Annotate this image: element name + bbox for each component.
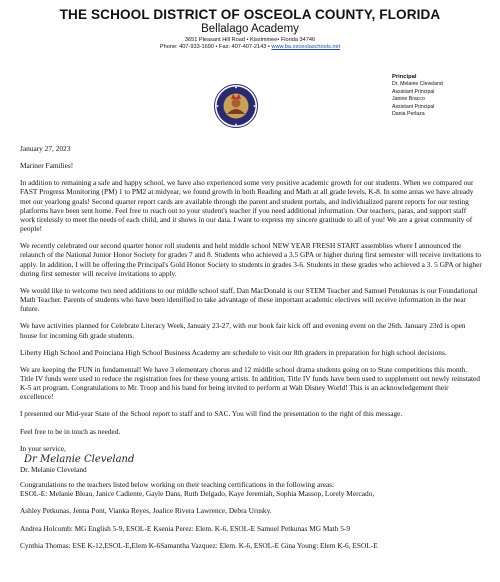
letterhead <box>20 7 480 50</box>
website-link[interactable]: www.ba.osceolaschools.net <box>271 44 341 50</box>
assistant-principal-name-1: Janine Bracco <box>392 96 425 103</box>
phone-fax: Phone: 407-933-1690 • Fax: 407-407-2143 • <box>159 44 270 50</box>
certification-line: ESOL-E: Melanie Bleau, Janice Cadiente, Gayle Dans, Ruth Delgado, Kaye Jeremiah, Sophia Massop, Lorely Mercado, <box>20 489 375 499</box>
school-address: 3651 Pleasant Hill Road • Kissimmee• Florida 34746 <box>184 37 316 43</box>
certification-line: Ashley Petkunas, Jenna Pont, Vianka Reyes, Joalice Rivera Lawrence, Debra Urusky. <box>20 506 272 516</box>
paragraph-literacy-week: We have activities planned for Celebrate Literacy Week, January 23-27, with our book fair kick off and evening event on the 26th. January 23rd is open house for incoming 6th grade students. <box>20 321 466 340</box>
certification-intro: Congratulations to the teachers listed below working on their teaching certifications in the following areas: <box>20 480 335 490</box>
closing: In your service, <box>20 443 66 453</box>
paragraph-high-school-visits: Liberty High School and Poinciana High School Business Academy are schedule to visit our 8th graders in preparation for high school decisions. <box>20 347 447 357</box>
assistant-principal-title-1: Assistant Principal <box>392 88 435 95</box>
paragraph-new-staff: We would like to welcome two need additions to our middle school staff, Dan MacDonald is our STEM Teacher and Samuel Petukunas is our Foundational Math Teacher. Parents of students who have been identified to take advantage of these important academic electives will receive information in the near future. <box>20 285 478 314</box>
certification-line: Cynthia Thomas: ESE K-12,ESOL-E,Elem K-6Samantha Vazquez: Elem. K-6, ESOL-E Gina Young: Elem K-6, ESOL-E <box>20 540 378 550</box>
school-contact <box>20 44 480 50</box>
principal-name: Dr. Melanie Cleveland <box>392 81 443 88</box>
principal-heading: Principal <box>392 74 417 80</box>
signer-name: Dr. Melanie Cleveland <box>20 464 87 474</box>
signature-block <box>20 444 482 474</box>
letter-body <box>20 144 482 558</box>
paragraph-honor-society: We recently celebrated our second quarter honor roll students and held middle school NEW YEAR FRESH START assemblies where I announced the relaunch of the National Junior Honor Society for grades 7 and 8. Students who achieved a 3.5 GPA or higher during first semester will receive invitations to apply. In addition, I will be offering the Principal's Gold Honor Society to students in grades 3-6. Students in these grades who achieved a 3. 5 GPA or higher during first semester will receive invitations to apply. <box>20 241 482 278</box>
assistant-principal-name-2: Dania Perlaza <box>392 111 425 118</box>
letter-date: January 27, 2023 <box>20 144 71 153</box>
assistant-principal-title-2: Assistant Principal <box>392 103 435 110</box>
certification-line: Andrea Holcomb: MG English 5-9, ESOL-E Ksenia Perez: Elem. K-6, ESOL-E Samuel Petkunas MG Math 5-9 <box>20 523 351 533</box>
paragraph-fine-arts: We are keeping the FUN in fundamental! We have 3 elementary chorus and 12 middle school drama students going on to State competitions this month. Title IV funds were used to reduce the registration fees for these young artists. In addition, Title IV funds have been used to supplement out newly reinstated K-5 art program. Congratulations to Mr. Troop and his band for being invited to perform at Walt Disney World! This is an acknowledgement their excellence! <box>20 364 480 402</box>
paragraph-state-of-school: I presented our Mid-year State of the School report to staff and to SAC. You will find the presentation to the right of this message. <box>20 409 403 419</box>
district-seal-icon <box>214 84 258 128</box>
school-name: Bellalago Academy <box>201 23 299 35</box>
paragraph-contact: Feel free to be in touch as needed. <box>20 426 121 436</box>
letter-greeting: Mariner Families! <box>20 161 74 171</box>
paragraph-academic-growth: In addition to remaining a safe and happy school, we have also experienced some very positive academic growth for our students. When we compared our FAST Progress Monitoring (PM) 1 to PM2 at midyear, we found growth in both Reading and Math at all grade levels, K-8. In some areas we have already met our yearlong goals! Second quarter report cards are available through the parent and student portals, and individualized parent reports for our testing platforms have been sent home. Feel free to reach out to your student's teacher if you need additional information. Our teachers, paras, and support staff work tirelessly to meet the needs of each child, and it shows in our data. I want to express my sincere gratitude to all of you! We are a great community of people! <box>20 178 474 234</box>
district-name: THE SCHOOL DISTRICT OF OSCEOLA COUNTY, FLORIDA <box>59 7 441 22</box>
signature-script: Dr Melanie Cleveland <box>24 453 135 465</box>
staff-list <box>392 74 443 118</box>
